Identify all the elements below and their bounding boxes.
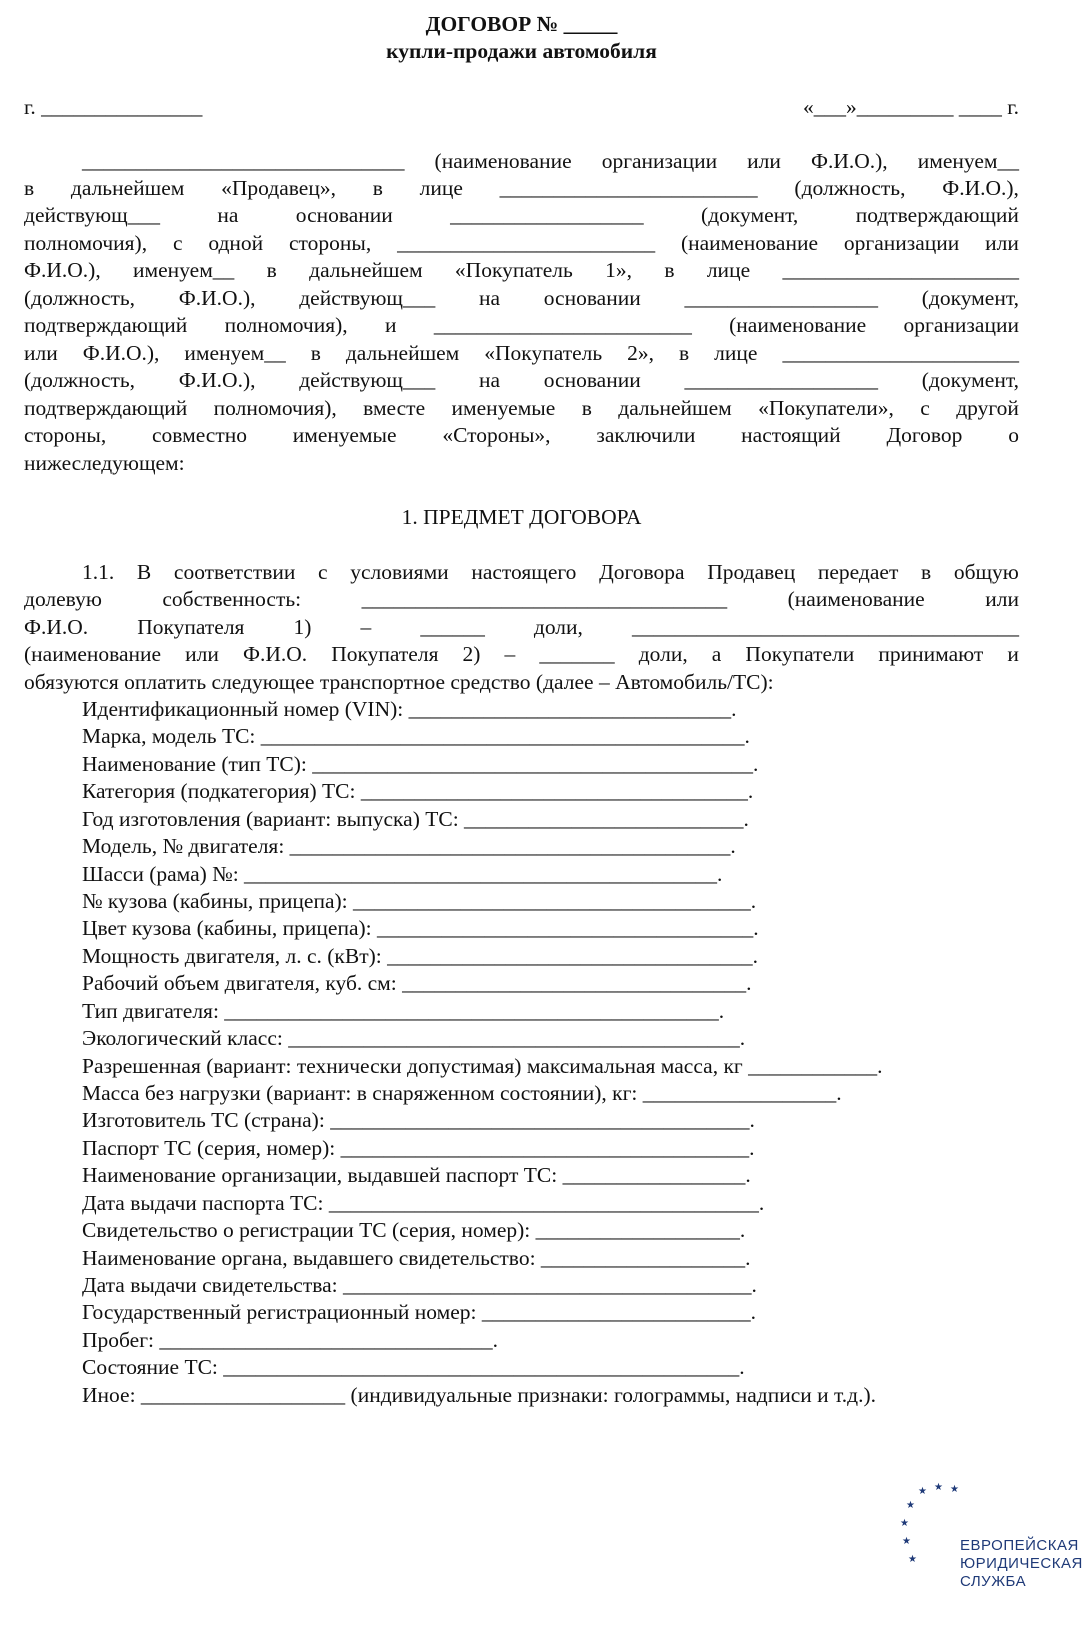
svg-text:★: ★ [902, 1536, 911, 1547]
place-date-line [24, 93, 1019, 122]
logo-line: СЛУЖБА [960, 1573, 1027, 1590]
city-field: г. _______________ [24, 95, 203, 119]
vehicle-field: Состояние ТС: ________________________________________________. [82, 1355, 745, 1379]
preamble-line: подтверждающий полномочия), и ________________________ (наименование организации [24, 313, 1019, 337]
date-field: «___»_________ ____ г. [802, 95, 1019, 119]
svg-text:★: ★ [934, 1482, 943, 1493]
vehicle-field: Экологический класс: __________________________________________. [82, 1026, 746, 1050]
preamble-line: нижеследующем: [24, 451, 185, 475]
vehicle-field: Изготовитель ТС (страна): _______________________________________. [82, 1108, 755, 1132]
document-subtitle: купли-продажи автомобиля [386, 39, 657, 63]
vehicle-field: Иное: ___________________ (индивидуальные признаки: голограммы, надписи и т.д.). [82, 1383, 877, 1407]
preamble-line: в дальнейшем «Продавец», в лице ________________________ (должность, Ф.И.О.), [24, 176, 1019, 200]
logo-line: ЕВРОПЕЙСКАЯ [960, 1537, 1079, 1554]
vehicle-field: Дата выдачи свидетельства: ______________________________________. [82, 1273, 757, 1297]
vehicle-field: Тип двигателя: ______________________________________________. [82, 999, 725, 1023]
vehicle-field: Государственный регистрационный номер: _________________________. [82, 1300, 756, 1324]
vehicle-field: Рабочий объем двигателя, куб. см: ________________________________. [82, 971, 752, 995]
vehicle-field: Шасси (рама) №: ____________________________________________. [82, 862, 723, 886]
svg-text:★: ★ [950, 1484, 959, 1495]
vehicle-field: Категория (подкатегория) ТС: ____________________________________. [82, 779, 754, 803]
vehicle-field: Наименование организации, выдавшей паспорт ТС: _________________. [82, 1163, 751, 1187]
preamble-line: действующ___ на основании __________________ (документ, подтверждающий [24, 203, 1019, 227]
clause-line: (наименование или Ф.И.О. Покупателя 2) – _______ доли, а Покупатели принимают и [24, 642, 1019, 666]
clause-line: долевую собственность: __________________________________ (наименование или [24, 587, 1019, 611]
vehicle-field: № кузова (кабины, прицепа): _____________________________________. [82, 889, 757, 913]
preamble-line: ______________________________ (наименование организации или Ф.И.О.), именуем__ [82, 149, 1019, 173]
vehicle-field: Идентификационный номер (VIN): ______________________________. [82, 697, 737, 721]
svg-text:★: ★ [906, 1500, 915, 1511]
vehicle-field: Паспорт ТС (серия, номер): ______________________________________. [82, 1136, 755, 1160]
preamble-line: Ф.И.О.), именуем__ в дальнейшем «Покупатель 1», в лице ______________________ [24, 258, 1019, 282]
preamble-line: или Ф.И.О.), именуем__ в дальнейшем «Покупатель 2», в лице ______________________ [24, 341, 1019, 365]
preamble-line: полномочия), с одной стороны, ________________________ (наименование организации или [24, 231, 1019, 255]
vehicle-field: Мощность двигателя, л. с. (кВт): __________________________________. [82, 944, 759, 968]
vehicle-field: Свидетельство о регистрации ТС (серия, номер): ___________________. [82, 1218, 746, 1242]
clause-line: обязуются оплатить следующее транспортное средство (далее – Автомобиль/ТС): [24, 670, 774, 694]
vehicle-field: Наименование (тип ТС): _________________________________________. [82, 752, 759, 776]
vehicle-field: Год изготовления (вариант: выпуска) ТС: __________________________. [82, 807, 749, 831]
preamble-line: подтверждающий полномочия), вместе именуемые в дальнейшем «Покупатели», с другой [24, 396, 1019, 420]
vehicle-field: Разрешенная (вариант: технически допустимая) максимальная масса, кг ____________. [82, 1054, 883, 1078]
preamble-line: (должность, Ф.И.О.), действующ___ на основании __________________ (документ, [24, 286, 1019, 310]
section-title: 1. ПРЕДМЕТ ДОГОВОРА [401, 505, 642, 529]
vehicle-field: Марка, модель ТС: _____________________________________________. [82, 724, 750, 748]
vehicle-field: Модель, № двигателя: _________________________________________. [82, 834, 736, 858]
preamble-line: стороны, совместно именуемые «Стороны», заключили настоящий Договор о [24, 423, 1019, 447]
logo-line: ЮРИДИЧЕСКАЯ [960, 1555, 1083, 1572]
logo-wordmark [960, 1537, 1083, 1591]
vehicle-field: Пробег: _______________________________. [82, 1328, 499, 1352]
svg-text:★: ★ [918, 1486, 927, 1497]
clause-line: Ф.И.О. Покупателя 1) – ______ доли, ____________________________________ [24, 615, 1019, 639]
svg-text:★: ★ [900, 1518, 909, 1529]
clause-line: 1.1. В соответствии с условиями настоящего Договора Продавец передает в общую [82, 560, 1019, 584]
vehicle-field: Дата выдачи паспорта ТС: ________________________________________. [82, 1191, 765, 1215]
document-title: ДОГОВОР № _____ [425, 12, 618, 36]
svg-text:★: ★ [908, 1554, 917, 1565]
vehicle-field: Масса без нагрузки (вариант: в снаряженном состоянии), кг: __________________. [82, 1081, 842, 1105]
vehicle-field: Наименование органа, выдавшего свидетельство: ___________________. [82, 1246, 751, 1270]
vehicle-field: Цвет кузова (кабины, прицепа): ___________________________________. [82, 916, 759, 940]
preamble-line: (должность, Ф.И.О.), действующ___ на основании __________________ (документ, [24, 368, 1019, 392]
